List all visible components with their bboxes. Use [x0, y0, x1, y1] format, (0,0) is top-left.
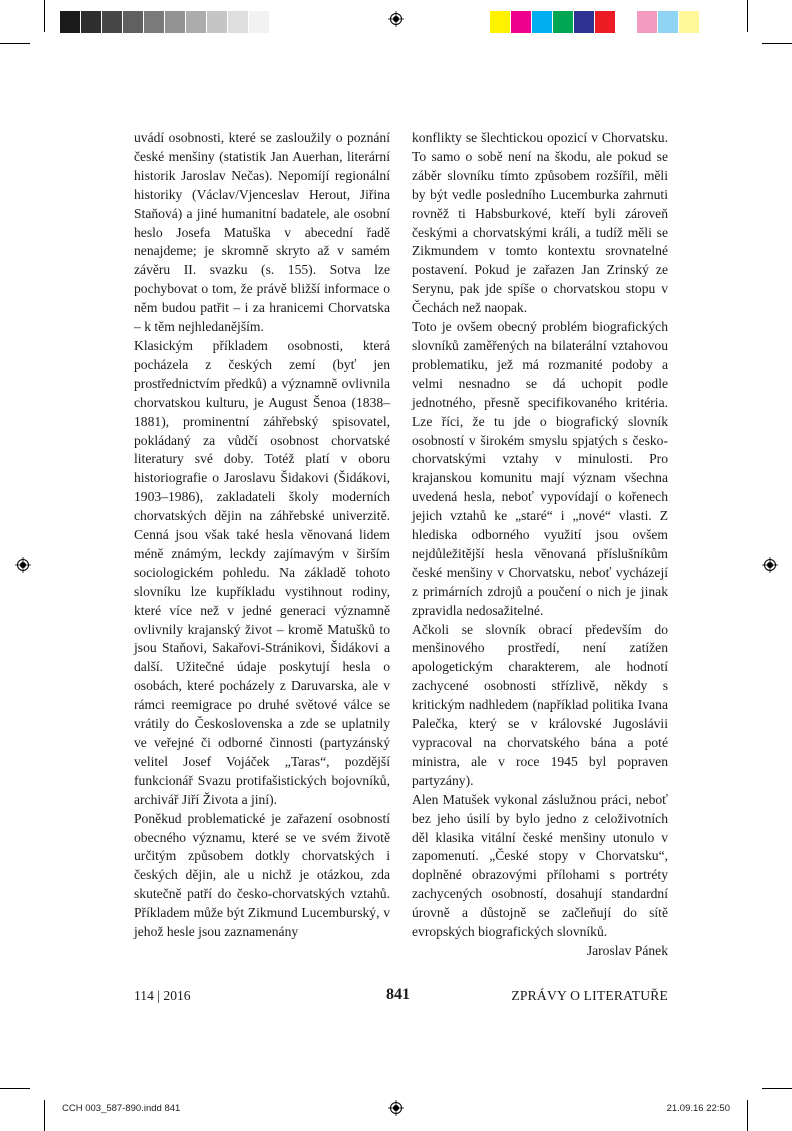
registration-mark-top [388, 11, 404, 27]
color-swatch [532, 11, 553, 33]
crop-mark [44, 1100, 45, 1131]
color-swatch [249, 11, 270, 33]
color-swatch [60, 11, 81, 33]
text-column-left [134, 129, 390, 942]
text-column-right [412, 129, 668, 961]
registration-mark-bottom [388, 1100, 404, 1116]
page-number: 841 [386, 986, 410, 1003]
crop-mark [0, 1088, 30, 1089]
color-swatch [511, 11, 532, 33]
paragraph: uvádí osobnosti, které se zasloužily o poznání české menšiny (statistik Jan Auerhan, literární historik Jaroslav Nečas). Nepomíjí regionální historiky (Václav/Vjenceslav Herout, Jiřina Staňová) a jiné humanitní badatele, ale osobní heslo Josefa Matuška v abecední řadě nenajdeme; je skromně skryto až v samém závěru II. svazku (s. 155). Sotva lze pochybovat o tom, že právě bližší informace o něm budou patřit – i za hranicemi Chorvatska – k těm nejhledanějším. [134, 130, 390, 335]
crop-mark [747, 0, 748, 32]
color-swatch [616, 11, 637, 33]
registration-mark-left [15, 557, 31, 573]
paragraph: Klasickým příkladem osobnosti, která pocházela z českých zemí (byť jen prostřednictvím předků) a významně ovlivnila chorvatskou kulturu, je August Šenoa (1838–1881), prominentní záhřebský spisovatel, pokládaný za vůdčí osobnost chorvatské literatury své doby. Totéž platí v oboru historiografie o Jaroslavu Šidakovi (Šidákovi, 1903–1986), zakladateli školy moderních chorvatských dějin na záhřebské univerzitě. Cenná jsou však také hesla věnovaná lidem méně známým, leckdy zajímavým v širším sociologickém pohledu. Na základě tohoto slovníku lze kupříkladu vystihnout rodiny, které více než v jedné generaci významně ovlivnily krajanský život – kromě Matušků to jsou Staňovi, Sakařovi-Stránikovi, Šidákovi a další. Užitečné údaje poskytují hesla o osobách, které pocházely z Daruvarska, ale v rámci reemigrace po druhé světové válce se vrátily do Československa a zde se uplatnily ve veřejné či odborné činnosti (partyzánský velitel Josef Vojáček „Taras“, pozdější funkcionář Svazu protifašistických bojovníků, archivář Jiří Života a jiní). [134, 337, 390, 807]
color-swatch [490, 11, 511, 33]
color-swatch [553, 11, 574, 33]
crop-mark [762, 1088, 792, 1089]
crop-mark [762, 43, 792, 44]
color-swatch [637, 11, 658, 33]
page-footer [134, 986, 668, 1008]
slug-filename: CCH 003_587-890.indd 841 [62, 1103, 181, 1114]
gray-calibration-bar [60, 11, 270, 33]
color-swatch [574, 11, 595, 33]
color-swatch [186, 11, 207, 33]
color-swatch [81, 11, 102, 33]
paragraph: Poněkud problematické je zařazení osobností obecného významu, které se ve svém životě určitým způsobem dotkly chorvatských i českých dějin, ale u nichž je otázkou, zda skutečně patří do česko-chorvatských vztahů. Příkladem může být Zikmund Lucemburský, v jehož hesle jsou zaznamenány [134, 810, 390, 940]
journal-title: ZPRÁVY O LITERATUŘE [511, 988, 668, 1003]
color-calibration-bar [490, 11, 700, 33]
paragraph: Ačkoli se slovník obrací především do menšinového prostředí, není zatížen apologetickým charakterem, ale hodnotí zachycené osobnosti střízlivě, někdy s kritickým nadhledem (například politika Ivana Palečka, který se v královské Jugoslávii vypracoval na chorvatského bána a poté ministra, ale v roce 1945 byl popraven partyzány). [412, 621, 668, 788]
paragraph: konflikty se šlechtickou opozicí v Chorvatsku. To samo o sobě není na škodu, ale pokud se záběr slovníku tímto způsobem rozšířil, měli by být vedle posledního Lucemburka zahrnuti rovněž ti Habsburkové, kteří byli zároveň českými a chorvatskými králi, a tudíž měli se Zikmundem v tomto kontextu srovnatelné postavení. Pokud je zařazen Jan Zrinský ze Serynu, pak jde spíše o chorvatskou stopu v Čechách než naopak. [412, 130, 668, 316]
color-swatch [123, 11, 144, 33]
color-swatch [144, 11, 165, 33]
paragraph: Toto je ovšem obecný problém biografických slovníků zaměřených na bilaterální vztahovou problematiku, jež má rozmanité podoby a velmi nesnadno se dá uchopit podle jednotného, přesně specifikovaného kritéria. Lze říci, že tu jde o biografický slovník osobností v širokém smyslu spjatých s česko-chorvatskými vztahy v minulosti. Pro krajanskou komunitu mají význam všechna uvedená hesla, neboť vypovídají o kořenech jejich vztahů ke „staré“ i „nové“ vlasti. Z hlediska odborného využití jsou ovšem nejdůležitější hesla věnovaná příslušníkům české menšiny v Chorvatsku, neboť vycházejí z primárních zdrojů a poučení o nich je jinak zpravidla nedosažitelné. [412, 319, 668, 618]
color-swatch [679, 11, 700, 33]
paragraph: Alen Matušek vykonal záslužnou práci, neboť bez jeho úsilí by bylo jedno z celoživotních děl klasika vitální české menšiny utonulo v zapomenutí. „České stopy v Chorvatsku“, doplněné obrazovými přílohami s portréty zachycených osobností, dosahují standardní úrovně a důstojně se začleňují do sítě evropských biografických slovníků. [412, 791, 668, 940]
slug-datetime: 21.09.16 22:50 [666, 1103, 730, 1114]
color-swatch [658, 11, 679, 33]
volume-year: 114 | 2016 [134, 988, 191, 1003]
color-swatch [165, 11, 186, 33]
crop-mark [747, 1100, 748, 1131]
crop-mark [0, 43, 30, 44]
color-swatch [207, 11, 228, 33]
crop-mark [44, 0, 45, 32]
color-swatch [102, 11, 123, 33]
color-swatch [228, 11, 249, 33]
color-swatch [595, 11, 616, 33]
author-signature: Jaroslav Pánek [586, 942, 668, 958]
registration-mark-right [762, 557, 778, 573]
